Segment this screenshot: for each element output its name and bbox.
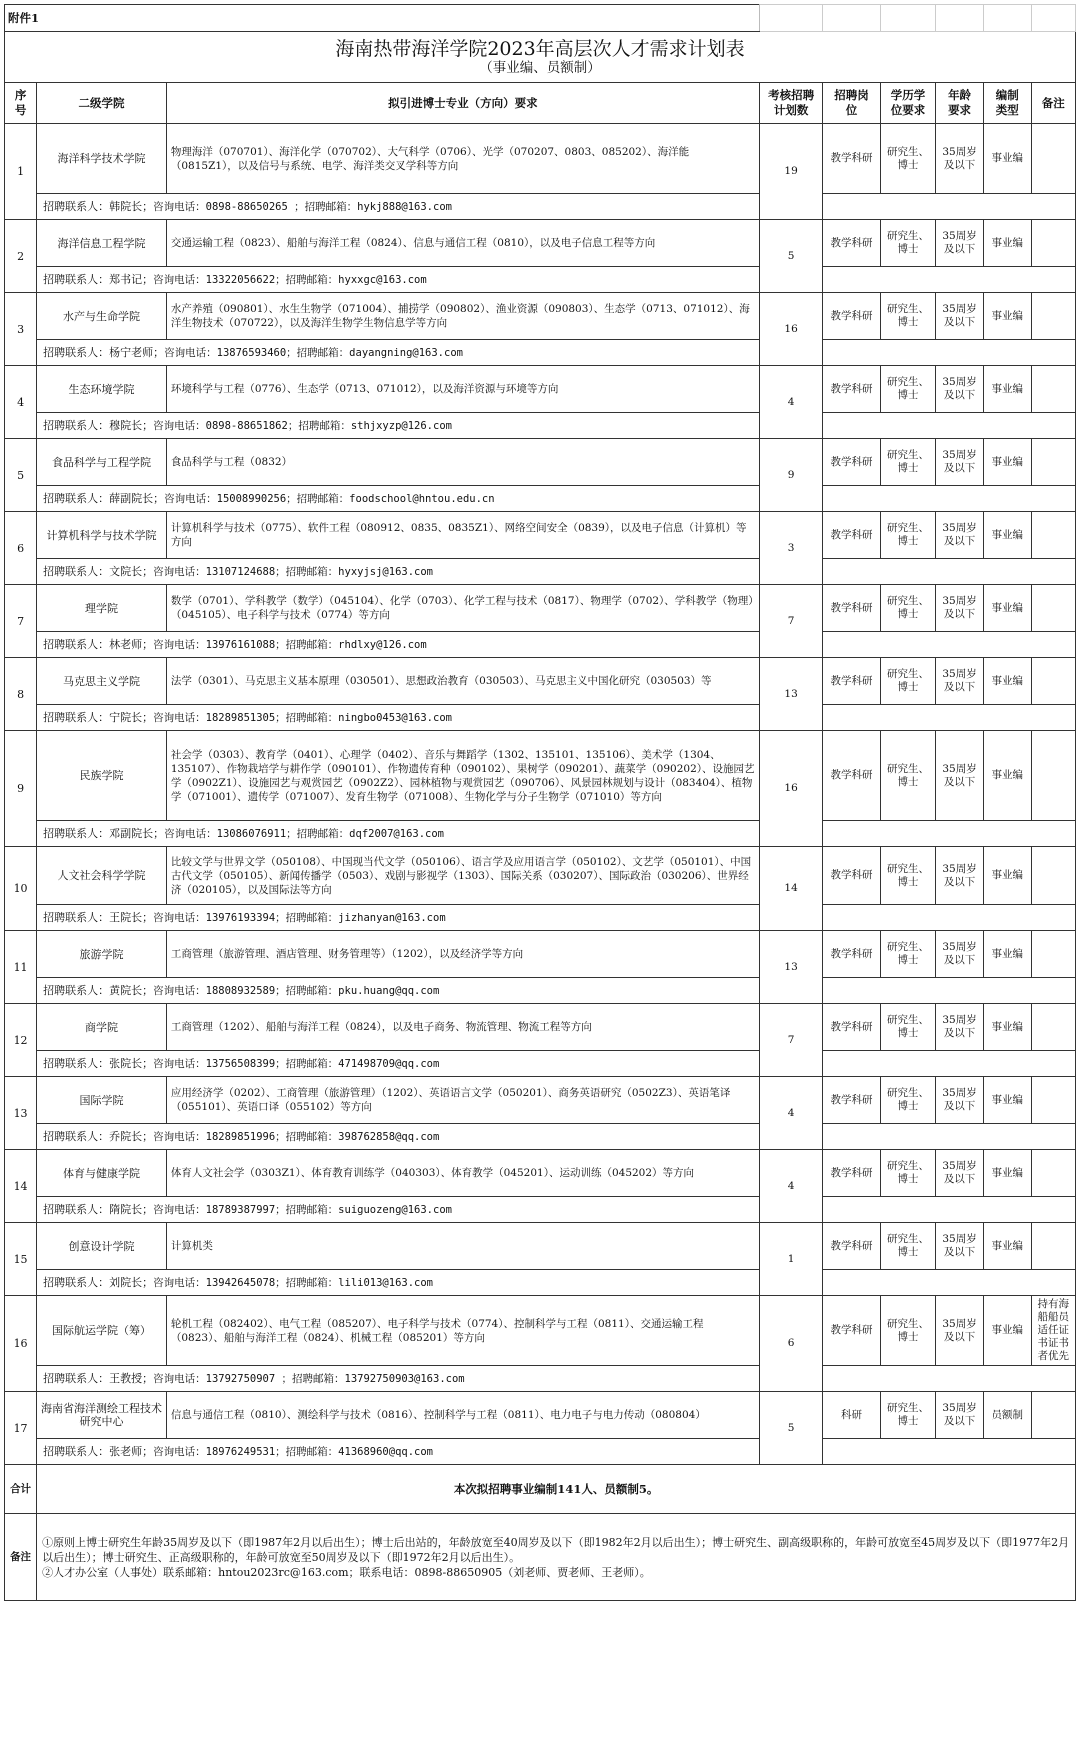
row-age: 35周岁及以下 xyxy=(936,931,984,978)
row-major: 社会学（0303）、教育学（0401）、心理学（0402）、音乐与舞蹈学（1302、135101、135106）、美术学（1304、135107）、作物栽培学与耕作学（090101）、作物遗传育种（090102）、果树学（090201）、蔬菜学（090202）、设施园艺学（0902Z1）、设施园艺与观赏园艺（0902Z2）、园林植物与观赏园艺（090706）、风景园林规划与设计（083404）、植物学（071001）、遗传学（071007）、发育生物学（071008）、生物化学与分子生物学（071010）等方向 xyxy=(166,731,759,821)
title-row xyxy=(5,32,1076,83)
row-college: 旅游学院 xyxy=(37,931,167,978)
header-remark: 备注 xyxy=(1031,83,1075,124)
row-seq: 3 xyxy=(5,293,37,366)
row-plan: 5 xyxy=(759,1392,822,1465)
row-plan: 7 xyxy=(759,1004,822,1077)
contact-details: 咨询电话：13756508399；招聘邮箱：471498709@qq.com xyxy=(153,1057,440,1070)
contact-details: 咨询电话：0898-88650265 ；招聘邮箱：hykj888@163.com xyxy=(153,200,452,213)
row-type: 事业编 xyxy=(983,124,1031,194)
notes-row xyxy=(5,1514,1076,1601)
row-plan: 9 xyxy=(759,439,822,512)
row-remark xyxy=(1031,585,1075,632)
row-seq: 1 xyxy=(5,124,37,220)
table-row xyxy=(5,1150,1076,1197)
contact-row xyxy=(5,1270,1076,1296)
row-remark xyxy=(1031,293,1075,340)
row-major: 计算机类 xyxy=(166,1223,759,1270)
row-college: 海洋科学技术学院 xyxy=(37,124,167,194)
row-type: 事业编 xyxy=(983,731,1031,821)
row-age: 35周岁及以下 xyxy=(936,1392,984,1439)
row-type: 事业编 xyxy=(983,366,1031,413)
row-age: 35周岁及以下 xyxy=(936,1077,984,1124)
row-seq: 17 xyxy=(5,1392,37,1465)
row-position: 教学科研 xyxy=(823,1077,881,1124)
row-age: 35周岁及以下 xyxy=(936,439,984,486)
contact-row xyxy=(5,1366,1076,1392)
row-type: 事业编 xyxy=(983,1150,1031,1197)
row-remark xyxy=(1031,847,1075,905)
row-contact xyxy=(37,978,760,1004)
row-position: 科研 xyxy=(823,1392,881,1439)
row-contact xyxy=(37,194,760,220)
contact-details: 咨询电话：15008990256；招聘邮箱：foodschool@hntou.edu.cn xyxy=(164,492,495,505)
row-plan: 5 xyxy=(759,220,822,293)
row-college: 体育与健康学院 xyxy=(37,1150,167,1197)
row-type: 事业编 xyxy=(983,658,1031,705)
contact-details: 咨询电话：18289851305；招聘邮箱：ningbo0453@163.com xyxy=(153,711,452,724)
row-college: 人文社会科学学院 xyxy=(37,847,167,905)
row-major: 工商管理（旅游管理、酒店管理、财务管理等）（1202），以及经济学等方向 xyxy=(166,931,759,978)
row-college: 理学院 xyxy=(37,585,167,632)
contact-row xyxy=(5,1051,1076,1077)
row-seq: 13 xyxy=(5,1077,37,1150)
row-contact xyxy=(37,340,760,366)
row-type: 事业编 xyxy=(983,1296,1031,1366)
table-row xyxy=(5,220,1076,267)
row-remark xyxy=(1031,1077,1075,1124)
row-seq: 5 xyxy=(5,439,37,512)
notes-label: 备注 xyxy=(5,1514,37,1601)
contact-person: 招聘联系人：黄院长； xyxy=(43,983,154,997)
contact-row xyxy=(5,1439,1076,1465)
row-degree: 研究生、博士 xyxy=(880,1004,935,1051)
row-major: 应用经济学（0202）、工商管理（旅游管理）（1202）、英语语言文学（050201）、商务英语研究（0502Z3）、英语笔译（055101）、英语口译（055102）等方向 xyxy=(166,1077,759,1124)
row-position: 教学科研 xyxy=(823,931,881,978)
contact-details: 咨询电话：13086076911；招聘邮箱：dqf2007@163.com xyxy=(164,827,444,840)
row-age: 35周岁及以下 xyxy=(936,293,984,340)
table-row xyxy=(5,1077,1076,1124)
row-position: 教学科研 xyxy=(823,731,881,821)
row-degree: 研究生、博士 xyxy=(880,931,935,978)
contact-person: 招聘联系人：刘院长； xyxy=(43,1275,154,1289)
row-seq: 8 xyxy=(5,658,37,731)
row-degree: 研究生、博士 xyxy=(880,512,935,559)
row-plan: 13 xyxy=(759,658,822,731)
contact-person: 招聘联系人：王教授； xyxy=(43,1371,154,1385)
row-contact xyxy=(37,821,760,847)
contact-row xyxy=(5,1197,1076,1223)
row-position: 教学科研 xyxy=(823,658,881,705)
row-degree: 研究生、博士 xyxy=(880,366,935,413)
row-degree: 研究生、博士 xyxy=(880,1392,935,1439)
row-position: 教学科研 xyxy=(823,124,881,194)
row-degree: 研究生、博士 xyxy=(880,1077,935,1124)
contact-person: 招聘联系人：隋院长； xyxy=(43,1202,154,1216)
header-position: 招聘岗位 xyxy=(823,83,881,124)
contact-person: 招聘联系人：韩院长； xyxy=(43,199,154,213)
contact-details: 咨询电话：13876593460；招聘邮箱：dayangning@163.com xyxy=(164,346,463,359)
row-age: 35周岁及以下 xyxy=(936,585,984,632)
total-row xyxy=(5,1465,1076,1514)
contact-row xyxy=(5,1124,1076,1150)
row-remark xyxy=(1031,124,1075,194)
note-line-1: ①原则上博士研究生年龄35周岁及以下（即1987年2月以后出生）；博士后出站的，年龄放宽至40周岁及以下（即1982年2月以后出生）；博士研究生、副高级职称的，年龄可放宽至45周岁及以下（即1977年2月以后出生）；博士研究生、正高级职称的，年龄可放宽至50周岁及以下（即1972年2月以后出生）。 xyxy=(42,1535,1070,1564)
row-major: 交通运输工程（0823）、船舶与海洋工程（0824）、信息与通信工程（0810），以及电子信息工程等方向 xyxy=(166,220,759,267)
row-type: 事业编 xyxy=(983,1077,1031,1124)
row-type: 事业编 xyxy=(983,585,1031,632)
row-plan: 16 xyxy=(759,293,822,366)
row-remark xyxy=(1031,220,1075,267)
row-contact xyxy=(37,267,760,293)
header-row xyxy=(5,83,1076,124)
row-major: 水产养殖（090801）、水生生物学（071004）、捕捞学（090802）、渔业资源（090803）、生态学（0713、071012）、海洋生物技术（070722），以及海洋生物学生物信息学等方向 xyxy=(166,293,759,340)
row-remark: 持有海船船员适任证书证书者优先 xyxy=(1031,1296,1075,1366)
row-college: 国际航运学院（筹） xyxy=(37,1296,167,1366)
row-seq: 9 xyxy=(5,731,37,847)
row-college: 计算机科学与技术学院 xyxy=(37,512,167,559)
row-age: 35周岁及以下 xyxy=(936,1150,984,1197)
row-seq: 16 xyxy=(5,1296,37,1392)
title-cell xyxy=(5,32,1076,83)
row-type: 事业编 xyxy=(983,512,1031,559)
row-degree: 研究生、博士 xyxy=(880,1150,935,1197)
row-degree: 研究生、博士 xyxy=(880,1296,935,1366)
row-degree: 研究生、博士 xyxy=(880,585,935,632)
contact-person: 招聘联系人：乔院长； xyxy=(43,1129,154,1143)
row-seq: 12 xyxy=(5,1004,37,1077)
row-position: 教学科研 xyxy=(823,220,881,267)
row-degree: 研究生、博士 xyxy=(880,124,935,194)
row-contact xyxy=(37,1197,760,1223)
row-major: 轮机工程（082402）、电气工程（085207）、电子科学与技术（0774）、控制科学与工程（0811）、交通运输工程（0823）、船舶与海洋工程（0824）、机械工程（085201）等方向 xyxy=(166,1296,759,1366)
row-contact xyxy=(37,1270,760,1296)
rows-body xyxy=(5,124,1076,1465)
table-row xyxy=(5,124,1076,194)
row-age: 35周岁及以下 xyxy=(936,1296,984,1366)
contact-details: 咨询电话：13107124688；招聘邮箱：hyxyjsj@163.com xyxy=(153,565,433,578)
row-plan: 4 xyxy=(759,366,822,439)
row-seq: 6 xyxy=(5,512,37,585)
row-degree: 研究生、博士 xyxy=(880,220,935,267)
row-age: 35周岁及以下 xyxy=(936,658,984,705)
contact-row xyxy=(5,267,1076,293)
row-remark xyxy=(1031,366,1075,413)
contact-row xyxy=(5,559,1076,585)
row-contact xyxy=(37,1051,760,1077)
row-major: 食品科学与工程（0832） xyxy=(166,439,759,486)
contact-details: 咨询电话：0898-88651862；招聘邮箱：sthjxyzp@126.com xyxy=(153,419,452,432)
row-degree: 研究生、博士 xyxy=(880,847,935,905)
row-remark xyxy=(1031,931,1075,978)
row-degree: 研究生、博士 xyxy=(880,293,935,340)
row-seq: 15 xyxy=(5,1223,37,1296)
row-college: 商学院 xyxy=(37,1004,167,1051)
row-position: 教学科研 xyxy=(823,1296,881,1366)
contact-row xyxy=(5,821,1076,847)
row-degree: 研究生、博士 xyxy=(880,658,935,705)
contact-details: 咨询电话：13322056622；招聘邮箱：hyxxgc@163.com xyxy=(153,273,427,286)
row-remark xyxy=(1031,1004,1075,1051)
row-type: 事业编 xyxy=(983,1004,1031,1051)
row-plan: 16 xyxy=(759,731,822,847)
row-age: 35周岁及以下 xyxy=(936,731,984,821)
row-seq: 7 xyxy=(5,585,37,658)
row-major: 体育人文社会学（0303Z1）、体育教育训练学（040303）、体育教学（045201）、运动训练（045202）等方向 xyxy=(166,1150,759,1197)
table-row xyxy=(5,658,1076,705)
row-major: 工商管理（1202）、船舶与海洋工程（0824），以及电子商务、物流管理、物流工程等方向 xyxy=(166,1004,759,1051)
row-contact xyxy=(37,705,760,731)
contact-person: 招聘联系人：张院长； xyxy=(43,1056,154,1070)
recruitment-table xyxy=(4,4,1076,1601)
row-plan: 14 xyxy=(759,847,822,931)
contact-details: 咨询电话：18808932589；招聘邮箱：pku.huang@qq.com xyxy=(153,984,440,997)
row-contact xyxy=(37,1124,760,1150)
attachment-label: 附件1 xyxy=(5,5,760,32)
total-label: 合计 xyxy=(5,1465,37,1514)
document-sheet xyxy=(4,4,1076,1601)
row-age: 35周岁及以下 xyxy=(936,1223,984,1270)
row-type: 事业编 xyxy=(983,847,1031,905)
table-row xyxy=(5,731,1076,821)
contact-row xyxy=(5,413,1076,439)
row-remark xyxy=(1031,1392,1075,1439)
row-plan: 4 xyxy=(759,1077,822,1150)
row-plan: 4 xyxy=(759,1150,822,1223)
table-row xyxy=(5,512,1076,559)
row-seq: 4 xyxy=(5,366,37,439)
row-type: 员额制 xyxy=(983,1392,1031,1439)
table-row xyxy=(5,1296,1076,1366)
header-seq: 序号 xyxy=(5,83,37,124)
contact-row xyxy=(5,340,1076,366)
table-row xyxy=(5,293,1076,340)
row-college: 海南省海洋测绘工程技术研究中心 xyxy=(37,1392,167,1439)
contact-person: 招聘联系人：邓副院长； xyxy=(43,826,165,840)
row-college: 食品科学与工程学院 xyxy=(37,439,167,486)
row-contact xyxy=(37,559,760,585)
contact-person: 招聘联系人：杨宁老师； xyxy=(43,345,165,359)
header-college: 二级学院 xyxy=(37,83,167,124)
row-major: 计算机科学与技术（0775）、软件工程（080912、0835、0835Z1）、网络空间安全（0839），以及电子信息（计算机）等方向 xyxy=(166,512,759,559)
contact-details: 咨询电话：13792750907 ；招聘邮箱：13792750903@163.com xyxy=(153,1372,465,1385)
table-row xyxy=(5,366,1076,413)
table-row xyxy=(5,585,1076,632)
page-subtitle: （事业编、员额制） xyxy=(479,59,601,76)
row-major: 物理海洋（070701）、海洋化学（070702）、大气科学（0706）、光学（070207、0803、085202）、海洋能（0815Z1），以及信号与系统、电学、海洋类交叉学科等方向 xyxy=(166,124,759,194)
header-type: 编制类型 xyxy=(983,83,1031,124)
row-degree: 研究生、博士 xyxy=(880,439,935,486)
row-type: 事业编 xyxy=(983,931,1031,978)
contact-person: 招聘联系人：穆院长； xyxy=(43,418,154,432)
row-seq: 10 xyxy=(5,847,37,931)
attachment-row xyxy=(5,5,1076,32)
row-college: 海洋信息工程学院 xyxy=(37,220,167,267)
contact-row xyxy=(5,194,1076,220)
row-age: 35周岁及以下 xyxy=(936,366,984,413)
row-plan: 13 xyxy=(759,931,822,1004)
contact-person: 招聘联系人：薛副院长； xyxy=(43,491,165,505)
row-position: 教学科研 xyxy=(823,293,881,340)
page-title: 海南热带海洋学院2023年高层次人才需求计划表 xyxy=(335,37,745,60)
row-age: 35周岁及以下 xyxy=(936,124,984,194)
contact-person: 招聘联系人：文院长； xyxy=(43,564,154,578)
row-remark xyxy=(1031,439,1075,486)
row-position: 教学科研 xyxy=(823,439,881,486)
row-major: 法学（0301）、马克思主义基本原理（030501）、思想政治教育（030503）、马克思主义中国化研究（030503）等 xyxy=(166,658,759,705)
contact-details: 咨询电话：18976249531；招聘邮箱：41368960@qq.com xyxy=(153,1445,433,1458)
contact-person: 招聘联系人：张老师； xyxy=(43,1444,154,1458)
row-position: 教学科研 xyxy=(823,585,881,632)
row-remark xyxy=(1031,512,1075,559)
row-college: 国际学院 xyxy=(37,1077,167,1124)
contact-details: 咨询电话：18789387997；招聘邮箱：suiguozeng@163.com xyxy=(153,1203,452,1216)
row-position: 教学科研 xyxy=(823,1150,881,1197)
row-position: 教学科研 xyxy=(823,1004,881,1051)
table-row xyxy=(5,1392,1076,1439)
contact-details: 咨询电话：18289851996；招聘邮箱：398762858@qq.com xyxy=(153,1130,440,1143)
row-position: 教学科研 xyxy=(823,366,881,413)
row-plan: 6 xyxy=(759,1296,822,1392)
table-row xyxy=(5,1004,1076,1051)
row-plan: 1 xyxy=(759,1223,822,1296)
row-major: 数学（0701）、学科教学（数学）（045104）、化学（0703）、化学工程与技术（0817）、物理学（0702）、学科教学（物理）（045105）、电子科学与技术（0774）等方向 xyxy=(166,585,759,632)
row-plan: 7 xyxy=(759,585,822,658)
row-college: 马克思主义学院 xyxy=(37,658,167,705)
contact-row xyxy=(5,978,1076,1004)
row-degree: 研究生、博士 xyxy=(880,1223,935,1270)
row-seq: 11 xyxy=(5,931,37,1004)
contact-person: 招聘联系人：王院长； xyxy=(43,910,154,924)
row-major: 信息与通信工程（0810）、测绘科学与技术（0816）、控制科学与工程（0811）、电力电子与电力传动（080804） xyxy=(166,1392,759,1439)
row-age: 35周岁及以下 xyxy=(936,1004,984,1051)
header-degree: 学历学位要求 xyxy=(880,83,935,124)
contact-details: 咨询电话：13942645078；招聘邮箱：lili013@163.com xyxy=(153,1276,433,1289)
row-remark xyxy=(1031,658,1075,705)
contact-row xyxy=(5,705,1076,731)
table-row xyxy=(5,847,1076,905)
row-plan: 19 xyxy=(759,124,822,220)
row-remark xyxy=(1031,731,1075,821)
header-major: 拟引进博士专业（方向）要求 xyxy=(166,83,759,124)
row-degree: 研究生、博士 xyxy=(880,731,935,821)
row-college: 生态环境学院 xyxy=(37,366,167,413)
contact-row xyxy=(5,632,1076,658)
row-college: 创意设计学院 xyxy=(37,1223,167,1270)
row-type: 事业编 xyxy=(983,220,1031,267)
header-age: 年龄要求 xyxy=(936,83,984,124)
row-seq: 2 xyxy=(5,220,37,293)
contact-person: 招聘联系人：宁院长； xyxy=(43,710,154,724)
row-seq: 14 xyxy=(5,1150,37,1223)
table-row xyxy=(5,1223,1076,1270)
row-age: 35周岁及以下 xyxy=(936,847,984,905)
row-contact xyxy=(37,413,760,439)
contact-details: 咨询电话：13976193394；招聘邮箱：jizhanyan@163.com xyxy=(153,911,446,924)
row-major: 环境科学与工程（0776）、生态学（0713、071012），以及海洋资源与环境等方向 xyxy=(166,366,759,413)
contact-row xyxy=(5,905,1076,931)
row-college: 民族学院 xyxy=(37,731,167,821)
contact-person: 招聘联系人：郑书记； xyxy=(43,272,154,286)
row-contact xyxy=(37,632,760,658)
row-remark xyxy=(1031,1150,1075,1197)
row-contact xyxy=(37,1439,760,1465)
row-position: 教学科研 xyxy=(823,1223,881,1270)
note-line-2: ②人才办公室（人事处）联系邮箱：hntou2023rc@163.com；联系电话：0898-88650905（刘老师、贾老师、王老师）。 xyxy=(42,1565,651,1579)
notes-text xyxy=(37,1514,1076,1601)
row-type: 事业编 xyxy=(983,439,1031,486)
row-contact xyxy=(37,486,760,512)
total-text: 本次拟招聘事业编制141人、员额制5。 xyxy=(37,1465,1076,1514)
row-college: 水产与生命学院 xyxy=(37,293,167,340)
contact-row xyxy=(5,486,1076,512)
row-age: 35周岁及以下 xyxy=(936,220,984,267)
table-row xyxy=(5,439,1076,486)
row-position: 教学科研 xyxy=(823,847,881,905)
row-age: 35周岁及以下 xyxy=(936,512,984,559)
row-contact xyxy=(37,1366,760,1392)
contact-details: 咨询电话：13976161088；招聘邮箱：rhdlxy@126.com xyxy=(153,638,427,651)
row-remark xyxy=(1031,1223,1075,1270)
contact-person: 招聘联系人：林老师； xyxy=(43,637,154,651)
row-type: 事业编 xyxy=(983,293,1031,340)
row-plan: 3 xyxy=(759,512,822,585)
row-type: 事业编 xyxy=(983,1223,1031,1270)
row-contact xyxy=(37,905,760,931)
row-position: 教学科研 xyxy=(823,512,881,559)
row-major: 比较文学与世界文学（050108）、中国现当代文学（050106）、语言学及应用语言学（050102）、文艺学（050101）、中国古代文学（050105）、新闻传播学（0503）、戏剧与影视学（1303）、国际关系（030207）、国际政治（030206）、世界经济（020105），以及国际法等方向 xyxy=(166,847,759,905)
header-plan: 考核招聘计划数 xyxy=(759,83,822,124)
table-row xyxy=(5,931,1076,978)
